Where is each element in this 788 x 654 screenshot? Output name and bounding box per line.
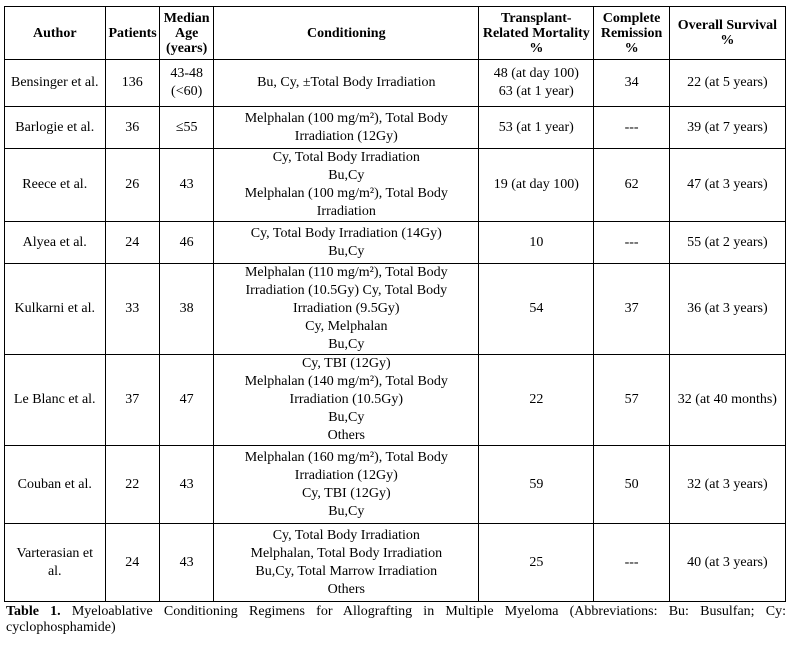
cell-author: Couban et al. (5, 446, 106, 524)
cell-overall-survival: 39 (at 7 years) (669, 107, 785, 149)
header-overall-survival-line: Overall Survival (677, 18, 777, 33)
cell-complete-remission: 62 (594, 149, 669, 222)
cell-conditioning-line: Melphalan (160 mg/m²), Total Body (244, 449, 448, 465)
cell-conditioning-line: Melphalan (100 mg/m²), Total Body (244, 186, 448, 201)
table-caption (4, 604, 786, 636)
cell-complete-remission: 34 (594, 60, 669, 107)
header-patients-line: Patients (108, 25, 157, 41)
cell-transplant-related-mortality (479, 264, 594, 355)
table-row (5, 107, 786, 149)
cell-overall-survival: 36 (at 3 years) (669, 264, 785, 355)
cell-median-age-line: 43 (179, 476, 194, 492)
header-median-age-line: (years) (166, 40, 208, 56)
cell-median-age (159, 60, 213, 107)
cell-median-age-line: 47 (179, 392, 194, 407)
cell-conditioning (214, 264, 479, 355)
header-complete-remission-line: Complete (602, 10, 661, 26)
cell-transplant-related-mortality (479, 524, 594, 602)
cell-overall-survival: 32 (at 40 months) (669, 355, 785, 446)
cell-patients: 33 (105, 264, 159, 355)
cell-conditioning-line: Cy, Total Body Irradiation (14Gy) (250, 225, 442, 241)
table-row (5, 355, 786, 446)
cell-patients: 22 (105, 446, 159, 524)
cell-median-age (159, 149, 213, 222)
table-row (5, 524, 786, 602)
cell-conditioning-line: Bu,Cy (328, 503, 365, 519)
cell-median-age-line: (<60) (171, 84, 203, 99)
cell-transplant-related-mortality-line: 19 (at day 100) (493, 177, 579, 192)
header-complete-remission (594, 7, 669, 60)
header-conditioning-line: Conditioning (307, 25, 386, 41)
cell-complete-remission: 57 (594, 355, 669, 446)
cell-transplant-related-mortality-line: 54 (529, 301, 544, 316)
cell-transplant-related-mortality (479, 222, 594, 264)
cell-median-age (159, 355, 213, 446)
cell-median-age (159, 107, 213, 149)
caption-text: Myeloablative Conditioning Regimens for Allografting in Multiple Myeloma (Abbreviations: Bu: Busulfan; Cy: cyclophosphamide) (6, 604, 786, 635)
cell-transplant-related-mortality (479, 355, 594, 446)
header-overall-survival (669, 7, 785, 60)
cell-patients: 26 (105, 149, 159, 222)
cell-median-age-line: 43 (179, 177, 194, 192)
cell-conditioning-line: Bu, Cy, ±Total Body Irradiation (257, 75, 436, 90)
cell-patients: 36 (105, 107, 159, 149)
cell-conditioning-line: Others (327, 581, 365, 597)
header-overall-survival-line: % (720, 33, 735, 48)
cell-author: Kulkarni et al. (5, 264, 106, 355)
cell-conditioning-line: Bu,Cy (328, 243, 365, 259)
cell-patients: 37 (105, 355, 159, 446)
cell-median-age (159, 222, 213, 264)
cell-author: Reece et al. (5, 149, 106, 222)
cell-median-age-line: 38 (179, 301, 194, 316)
cell-transplant-related-mortality (479, 60, 594, 107)
header-complete-remission-line: % (624, 40, 639, 56)
cell-median-age-line: ≤55 (175, 119, 198, 135)
table-row (5, 264, 786, 355)
cell-author: Barlogie et al. (5, 107, 106, 149)
cell-conditioning (214, 222, 479, 264)
cell-transplant-related-mortality (479, 446, 594, 524)
cell-overall-survival: 55 (at 2 years) (669, 222, 785, 264)
cell-complete-remission: --- (594, 222, 669, 264)
document (4, 6, 786, 636)
cell-author: Le Blanc et al. (5, 355, 106, 446)
cell-conditioning-line: Irradiation (10.5Gy) Cy, Total Body (245, 283, 448, 298)
regimens-table (4, 6, 786, 602)
cell-transplant-related-mortality (479, 149, 594, 222)
cell-conditioning (214, 355, 479, 446)
cell-transplant-related-mortality-line: 53 (at 1 year) (498, 119, 574, 135)
cell-conditioning-line: Cy, Total Body Irradiation (272, 527, 420, 543)
cell-conditioning-line: Bu,Cy, Total Marrow Irradiation (255, 563, 438, 579)
cell-overall-survival: 22 (at 5 years) (669, 60, 785, 107)
table-row (5, 446, 786, 524)
header-row (5, 7, 786, 60)
header-complete-remission-line: Remission (600, 25, 663, 41)
cell-patients: 24 (105, 222, 159, 264)
cell-transplant-related-mortality (479, 107, 594, 149)
cell-conditioning-line: Melphalan (140 mg/m²), Total Body (244, 374, 448, 389)
cell-conditioning (214, 107, 479, 149)
cell-median-age (159, 264, 213, 355)
cell-conditioning-line: Cy, TBI (12Gy) (301, 485, 391, 501)
header-median-age-line: Age (174, 25, 199, 41)
header-author-line: Author (32, 25, 77, 41)
cell-conditioning (214, 60, 479, 107)
caption-label: Table 1. (6, 604, 61, 619)
cell-conditioning-line: Cy, TBI (12Gy) (301, 356, 391, 371)
cell-conditioning-line: Irradiation (12Gy) (294, 128, 398, 144)
cell-author: Bensinger et al. (5, 60, 106, 107)
cell-conditioning-line: Cy, Melphalan (305, 319, 388, 334)
cell-transplant-related-mortality-line: 10 (529, 234, 544, 250)
cell-median-age-line: 46 (179, 234, 194, 250)
header-transplant-related-mortality-line: Related Mortality (482, 25, 590, 41)
cell-conditioning-line: Melphalan, Total Body Irradiation (250, 545, 443, 561)
cell-transplant-related-mortality-line: 63 (at 1 year) (498, 84, 574, 99)
cell-conditioning-line: Cy, Total Body Irradiation (272, 150, 420, 165)
cell-author: Alyea et al. (5, 222, 106, 264)
cell-conditioning-line: Irradiation (316, 204, 376, 219)
cell-transplant-related-mortality-line: 25 (529, 554, 544, 570)
cell-conditioning (214, 446, 479, 524)
cell-median-age (159, 446, 213, 524)
table-row (5, 149, 786, 222)
cell-conditioning-line: Bu,Cy (328, 410, 365, 425)
cell-transplant-related-mortality-line: 48 (at day 100) (493, 66, 579, 81)
cell-complete-remission: 37 (594, 264, 669, 355)
cell-median-age-line: 43-48 (170, 66, 203, 81)
cell-conditioning-line: Others (327, 428, 365, 443)
cell-patients: 136 (105, 60, 159, 107)
header-conditioning (214, 7, 479, 60)
cell-conditioning-line: Irradiation (10.5Gy) (289, 392, 404, 407)
table-row (5, 222, 786, 264)
cell-conditioning-line: Melphalan (110 mg/m²), Total Body (244, 265, 448, 280)
cell-complete-remission: --- (594, 524, 669, 602)
cell-patients: 24 (105, 524, 159, 602)
cell-conditioning-line: Bu,Cy (328, 168, 365, 183)
header-transplant-related-mortality-line: Transplant- (501, 10, 572, 26)
header-patients (105, 7, 159, 60)
cell-conditioning-line: Irradiation (12Gy) (294, 467, 398, 483)
header-median-age-line: Median (163, 10, 210, 26)
cell-median-age-line: 43 (179, 554, 194, 570)
cell-overall-survival: 40 (at 3 years) (669, 524, 785, 602)
cell-complete-remission: --- (594, 107, 669, 149)
cell-overall-survival: 32 (at 3 years) (669, 446, 785, 524)
cell-median-age (159, 524, 213, 602)
cell-conditioning-line: Bu,Cy (328, 337, 365, 352)
cell-conditioning (214, 149, 479, 222)
table-row (5, 60, 786, 107)
cell-transplant-related-mortality-line: 22 (529, 392, 544, 407)
cell-author: Varterasian et al. (5, 524, 106, 602)
header-median-age (159, 7, 213, 60)
cell-conditioning (214, 524, 479, 602)
cell-overall-survival: 47 (at 3 years) (669, 149, 785, 222)
header-transplant-related-mortality (479, 7, 594, 60)
cell-complete-remission: 50 (594, 446, 669, 524)
cell-transplant-related-mortality-line: 59 (529, 476, 544, 492)
cell-conditioning-line: Melphalan (100 mg/m²), Total Body (244, 110, 448, 126)
cell-conditioning-line: Irradiation (9.5Gy) (293, 301, 400, 316)
table-body (5, 60, 786, 602)
header-author (5, 7, 106, 60)
header-transplant-related-mortality-line: % (529, 40, 544, 56)
